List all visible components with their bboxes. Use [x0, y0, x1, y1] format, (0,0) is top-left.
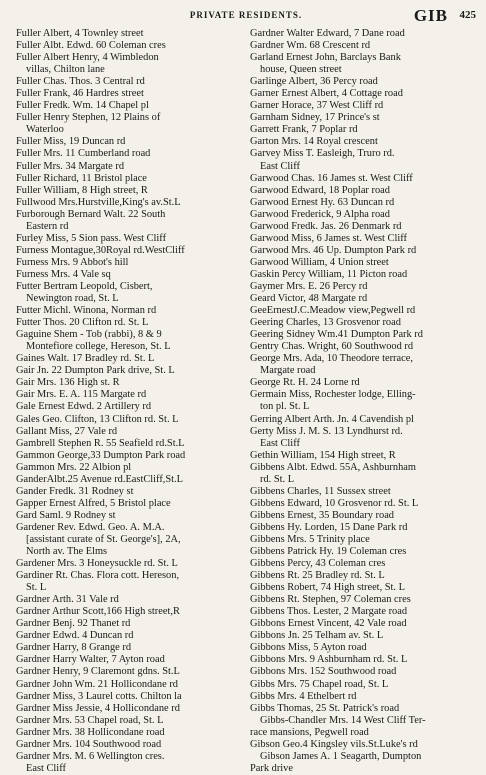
directory-entry-line: Gibbons Ernest Vincent, 42 Vale road: [250, 618, 407, 630]
directory-entry-line: ton pl. St. L: [260, 401, 310, 413]
directory-entry-line: Gibbens Thos. Lester, 2 Margate road: [250, 606, 408, 618]
directory-entry-line: Gair Mrs. E. A. 115 Margate rd: [16, 389, 147, 401]
directory-entry-line: Gaskin Percy William, 11 Picton road: [250, 268, 408, 280]
directory-entry-line: Gibbens Albt. Edwd. 55A, Ashburnham: [250, 461, 416, 473]
directory-entry-line: Gibbens Edward, 10 Grosvenor rd. St. L: [250, 497, 419, 509]
directory-entry-line: Fuller Albert, 4 Townley street: [16, 28, 144, 39]
directory-entry-line: rd. St. L: [260, 473, 295, 485]
directory-entry-line: Gentry Chas. Wright, 60 Southwood rd: [250, 341, 414, 353]
directory-entry-line: Garland Ernest John, Barclays Bank: [250, 52, 401, 64]
right-column: [250, 28, 476, 775]
directory-entry-line: Gardner Henry, 9 Claremont gdns. St.L: [16, 666, 180, 678]
directory-entry-line: Gardner Arthur Scott,166 High street,R: [16, 606, 180, 618]
directory-entry-line: house, Queen street: [260, 64, 342, 76]
directory-entry-line: Garlinge Albert, 36 Percy road: [250, 76, 378, 88]
directory-entry-line: Gardner Mrs. 53 Chapel road, St. L: [16, 714, 164, 726]
page-number: 425: [459, 9, 476, 21]
directory-entry-line: Gardener Mrs. 3 Honeysuckle rd. St. L: [16, 558, 178, 570]
directory-entry-line: Gibbens Mrs. 5 Trinity place: [250, 533, 370, 545]
directory-entry-line: Gardner Benj. 92 Thanet rd: [16, 618, 131, 630]
directory-entry-line: Fuller Mrs. 11 Cumberland road: [16, 148, 151, 160]
left-column: [16, 28, 242, 775]
directory-entry-line: Gibbons Mrs. 152 Southwood road: [250, 666, 397, 678]
directory-entry-line: Gibbens Patrick Hy. 19 Coleman cres: [250, 546, 407, 558]
directory-entry-line: Garwood Fredk. Jas. 26 Denmark rd: [250, 220, 402, 232]
directory-entry-line: Park drive: [250, 762, 293, 774]
directory-entry-line: Fuller Chas. Thos. 3 Central rd: [16, 76, 145, 88]
directory-entry-line: Gales Geo. Clifton, 13 Clifton rd. St. L: [16, 413, 179, 425]
directory-entry-line: Gardner Miss, 3 Laurel cotts. Chilton la: [16, 690, 182, 702]
directory-entry-line: Furborough Bernard Walt. 22 South: [16, 208, 166, 220]
directory-entry-line: Garton Mrs. 14 Royal crescent: [250, 136, 378, 148]
directory-entry-line: Gibson James A. 1 Seagarth, Dumpton: [260, 750, 422, 762]
directory-entry-line: Garwood Ernest Hy. 63 Duncan rd: [250, 196, 395, 208]
directory-entry-line: Gardner Harry Walter, 7 Ayton road: [16, 654, 165, 666]
directory-entry-line: Gibbons Miss, 5 Ayton road: [250, 642, 367, 654]
directory-entry-line: Gibbons Jn. 25 Telham av. St. L: [250, 630, 384, 642]
directory-entry-line: Geard Victor, 48 Margate rd: [250, 293, 368, 305]
directory-entry-line: Gibbons Mrs. 9 Ashburnham rd. St. L: [250, 654, 408, 666]
directory-entry-line: Gallant Miss, 27 Vale rd: [16, 425, 118, 437]
directory-entry-line: Gerty Miss J. M. S. 13 Lyndhurst rd.: [250, 425, 403, 437]
directory-entry-line: Garnham Sidney, 17 Prince's st: [250, 112, 380, 124]
directory-entry-line: Newington road, St. L: [26, 293, 119, 305]
directory-entry-line: Furness Montague,30Royal rd.WestCliff: [16, 244, 185, 256]
directory-entry-line: George Rt. H. 24 Lorne rd: [250, 377, 360, 389]
directory-entry-line: St. L: [26, 582, 47, 594]
directory-entry-line: Gair Jn. 22 Dumpton Park drive, St. L: [16, 365, 175, 377]
directory-entry-line: GeeErnestJ.C.Meadow view,Pegwell rd: [250, 305, 416, 317]
directory-entry-line: Gapper Ernest Alfred, 5 Bristol place: [16, 497, 171, 509]
directory-entry-line: Fullwood Mrs.Hurstville,King's av.St.L: [16, 196, 181, 208]
directory-entry-line: Garner Ernest Albert, 4 Cottage road: [250, 88, 403, 100]
directory-entry-line: Garwood Edward, 18 Poplar road: [250, 184, 390, 196]
directory-entry-line: East Cliff: [260, 160, 300, 172]
directory-entry-line: East Cliff: [26, 762, 66, 774]
section-code: GIB: [413, 6, 448, 25]
directory-entry-line: Gardner Arth. 31 Vale rd: [16, 594, 119, 606]
directory-entry-line: Gardner Mrs. 38 Hollicondane road: [16, 726, 165, 738]
directory-entry-line: Futter Bertram Leopold, Cisbert,: [16, 280, 153, 292]
directory-entry-line: villas, Chilton lane: [26, 64, 105, 76]
directory-entry-line: Garwood Miss, 6 James st. West Cliff: [250, 232, 407, 244]
directory-entry-line: Gardner Walter Edward, 7 Dane road: [250, 28, 405, 39]
directory-entry-line: Gaymer Mrs. E. 26 Percy rd: [250, 280, 368, 292]
directory-entry-line: race mansions, Pegwell road: [250, 726, 369, 738]
directory-entry-line: Gair Mrs. 136 High st. R: [16, 377, 120, 389]
directory-entry-line: Geering Sidney Wm.41 Dumpton Park rd: [250, 329, 423, 341]
directory-entry-line: Garwood Chas. 16 James st. West Cliff: [250, 172, 413, 184]
directory-entry-line: Gibbens Rt. 25 Bradley rd. St. L: [250, 570, 385, 582]
directory-entry-line: Gardner John Wm. 21 Hollicondane rd: [16, 678, 178, 690]
directory-entry-line: Fuller Fredk. Wm. 14 Chapel pl: [16, 100, 149, 112]
directory-entry-line: Gard Saml. 9 Rodney st: [16, 509, 116, 521]
directory-entry-line: Gardiner Rt. Chas. Flora cott. Hereson,: [16, 570, 180, 582]
directory-entry-line: Fuller Mrs. 34 Margate rd: [16, 160, 125, 172]
directory-entry-line: Eastern rd: [26, 220, 69, 232]
directory-entry-line: Gammon Mrs. 22 Albion pl: [16, 461, 132, 473]
directory-entry-line: Gibbens Percy, 43 Coleman cres: [250, 558, 386, 570]
directory-entry-line: Gibbs Thomas, 25 St. Patrick's road: [250, 702, 400, 714]
directory-entry-line: Furley Miss, 5 Sion pass. West Cliff: [16, 232, 167, 244]
directory-entry-line: Gammon George,33 Dumpton Park road: [16, 449, 186, 461]
page-title: PRIVATE RESIDENTS.: [189, 10, 303, 20]
directory-entry-line: [assistant curate of St. George's], 2A,: [26, 533, 181, 545]
directory-entry-line: Gardner Mrs. 104 Southwood road: [16, 738, 162, 750]
directory-entry-line: Gibbens Charles, 11 Sussex street: [250, 485, 391, 497]
directory-entry-line: Furness Mrs. 9 Abbot's hill: [16, 256, 129, 268]
directory-entry-line: North av. The Elms: [26, 546, 108, 558]
directory-entry-line: Gaguine Shem - Tob (rabbi), 8 & 9: [16, 329, 162, 341]
directory-entry-line: Fuller Miss, 19 Duncan rd: [16, 136, 126, 148]
directory-entry-line: Gibbens Rt. Stephen, 97 Coleman cres: [250, 594, 411, 606]
directory-entry-line: Garwood Mrs. 46 Up. Dumpton Park rd: [250, 244, 417, 256]
directory-entry-line: Garwood Frederick, 9 Alpha road: [250, 208, 390, 220]
directory-entry-line: Fuller Frank, 46 Hardres street: [16, 88, 144, 100]
directory-entry-line: Furness Mrs. 4 Vale sq: [16, 268, 111, 280]
directory-entry-line: Futter Michl. Winona, Norman rd: [16, 305, 157, 317]
directory-entry-line: Gerring Albert Arth. Jn. 4 Cavendish pl: [250, 413, 414, 425]
directory-entry-line: Gardner Harry, 8 Grange rd: [16, 642, 132, 654]
directory-entry-line: Gethin William, 154 High street, R: [250, 449, 396, 461]
directory-entry-line: Gardner Edwd. 4 Duncan rd: [16, 630, 134, 642]
directory-entry-line: Fuller Albt. Edwd. 60 Coleman cres: [16, 40, 166, 52]
directory-entry-line: Gale Ernest Edwd. 2 Artillery rd: [16, 401, 152, 413]
directory-entry-line: Garvey Miss T. Easleigh, Truro rd.: [250, 148, 395, 160]
directory-entry-line: Fuller Albert Henry, 4 Wimbledon: [16, 52, 159, 64]
directory-columns: [16, 28, 476, 775]
directory-entry-line: Gibbens Ernest, 35 Boundary road: [250, 509, 394, 521]
directory-entry-line: Waterloo: [26, 124, 64, 136]
directory-entry-line: Margate road: [260, 365, 316, 377]
directory-entry-line: Montefiore college, Hereson, St. L: [26, 341, 171, 353]
directory-entry-line: Fuller Henry Stephen, 12 Plains of: [16, 112, 161, 124]
directory-entry-line: Garwood William, 4 Union street: [250, 256, 389, 268]
directory-entry-line: Gardner Mrs. M. 6 Wellington cres.: [16, 750, 165, 762]
directory-entry-line: Gaines Walt. 17 Bradley rd. St. L: [16, 353, 155, 365]
directory-entry-line: Gibbens Robert, 74 High street, St. L: [250, 582, 405, 594]
page-header: [16, 6, 476, 28]
directory-entry-line: Gibson Geo.4 Kingsley vils.St.Luke's rd: [250, 738, 418, 750]
directory-entry-line: Gardner Wm. 68 Crescent rd: [250, 40, 371, 52]
directory-entry-line: Futter Thos. 20 Clifton rd. St. L: [16, 317, 149, 329]
directory-entry-line: Gibbs-Chandler Mrs. 14 West Cliff Ter-: [260, 714, 426, 726]
directory-entry-line: Gambrell Stephen R. 55 Seafield rd.St.L: [16, 437, 185, 449]
directory-entry-line: Garner Horace, 37 West Cliff rd: [250, 100, 384, 112]
directory-entry-line: George Mrs. Ada, 10 Theodore terrace,: [250, 353, 413, 365]
directory-entry-line: Fuller Richard, 11 Bristol place: [16, 172, 147, 184]
directory-entry-line: Gibbens Hy. Lorden, 15 Dane Park rd: [250, 521, 408, 533]
directory-entry-line: Gardener Rev. Edwd. Geo. A. M.A.: [16, 521, 165, 533]
directory-entry-line: GanderAlbt.25 Avenue rd.EastCliff,St.L: [16, 473, 183, 485]
directory-entry-line: Garrett Frank, 7 Poplar rd: [250, 124, 358, 136]
directory-entry-line: Fuller William, 8 High street, R: [16, 184, 148, 196]
directory-entry-line: Geering Charles, 13 Grosvenor road: [250, 317, 401, 329]
directory-entry-line: Germain Miss, Rochester lodge, Elling-: [250, 389, 416, 401]
directory-entry-line: Gibbs Mrs. 75 Chapel road, St. L: [250, 678, 389, 690]
directory-entry-line: Gander Fredk. 31 Rodney st: [16, 485, 134, 497]
directory-entry-line: Gibbs Mrs. 4 Ethelbert rd: [250, 690, 357, 702]
directory-entry-line: East Cliff: [260, 437, 300, 449]
directory-entry-line: Gardner Miss Jessie, 4 Hollicondane rd: [16, 702, 180, 714]
